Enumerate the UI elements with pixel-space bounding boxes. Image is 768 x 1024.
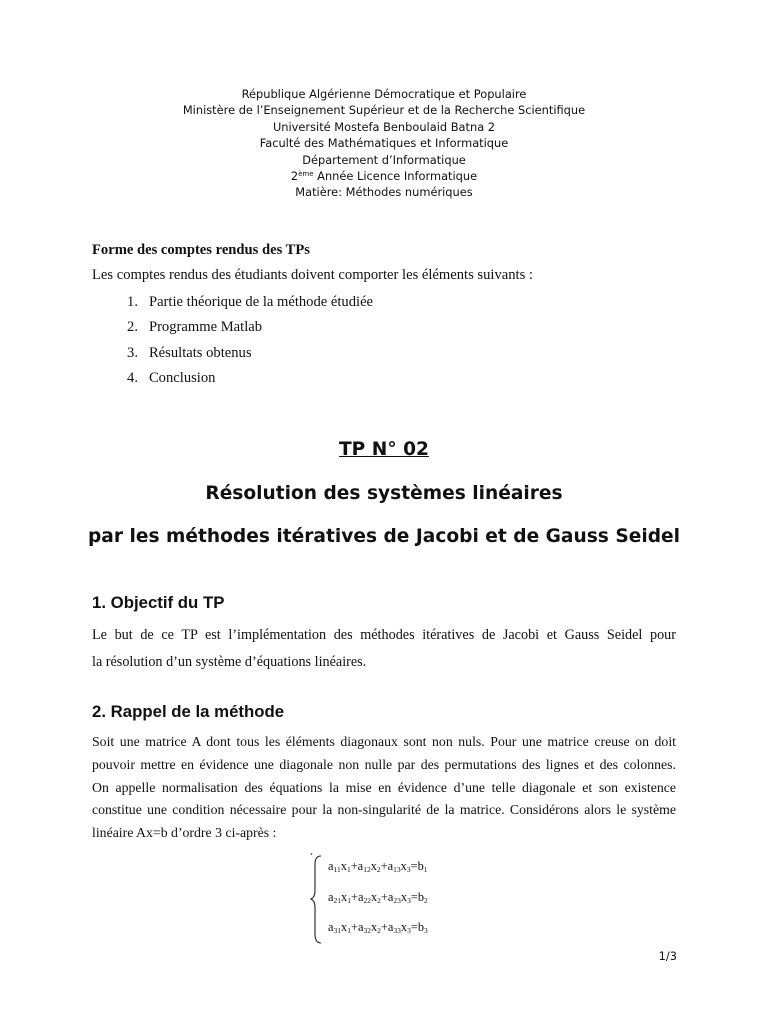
forme-intro: Les comptes rendus des étudiants doivent comporter les éléments suivants : — [92, 267, 533, 283]
equation-term: x — [340, 859, 347, 873]
section-heading-rappel: 2. Rappel de la méthode — [92, 702, 285, 721]
equation-subscript: 1 — [423, 865, 428, 874]
paragraph-line: la résolution d’un système d’équations linéaires. — [92, 654, 367, 670]
equation-subscript: 3 — [407, 926, 411, 935]
tp-subtitle: Résolution des systèmes linéaires — [205, 483, 563, 504]
equation-term: =b — [410, 920, 425, 934]
paragraph-line: Le but de ce TP est l’implémentation des méthodes itératives de Jacobi et Gauss Seidel pour — [92, 627, 676, 643]
equation-term: +a — [380, 920, 394, 934]
equation-term: =b — [410, 859, 424, 873]
equation-term: +a — [380, 859, 394, 873]
tp-subtitle: par les méthodes itératives de Jacobi et de Gauss Seidel — [88, 526, 680, 547]
equation-term: x — [400, 920, 408, 934]
header-line: Ministère de l’Enseignement Supérieur et de la Recherche Scientifique — [182, 103, 586, 118]
equation-subscript: 21 — [333, 896, 341, 905]
equation-subscript: 22 — [363, 896, 371, 905]
equation-term: x — [400, 890, 408, 904]
list-text: Partie théorique de la méthode étudiée — [148, 294, 374, 310]
equation-term: =b — [410, 890, 425, 904]
equation-subscript: 1 — [347, 926, 351, 935]
list-text: Programme Matlab — [148, 319, 263, 336]
section-paragraph-objectif — [92, 622, 676, 676]
equation-term: x — [341, 890, 348, 904]
equation-term: a — [328, 890, 334, 904]
list-text: Résultats obtenus — [148, 344, 252, 361]
list-text: Conclusion — [148, 369, 216, 386]
header-line: République Algérienne Démocratique et Populaire — [241, 87, 527, 101]
list-number: 1. — [127, 294, 138, 310]
paragraph-line: On appelle normalisation des équations la mise en évidence d’une telle diagonale et son existence — [92, 779, 676, 795]
tp-title: TP N° 02 — [339, 439, 429, 460]
equation-term: +a — [380, 890, 394, 904]
equation-row — [328, 920, 428, 935]
equation-term: +a — [350, 859, 364, 873]
list-item — [92, 292, 373, 317]
equation-term: x — [341, 920, 348, 934]
equation-subscript: 1 — [347, 896, 351, 905]
paragraph-line: linéaire Ax=b d’ordre 3 ci-après : — [92, 825, 277, 841]
equation-term: x — [400, 859, 407, 873]
left-brace-icon — [310, 852, 330, 947]
institution-header — [0, 86, 768, 201]
equation-term: a — [328, 920, 334, 934]
list-item — [92, 317, 373, 342]
equation-subscript: 3 — [407, 896, 411, 905]
equation-subscript: 1 — [346, 865, 351, 874]
equation-term: a — [328, 859, 334, 873]
equation-subscript: 2 — [377, 896, 381, 905]
year-text: Année Licence Informatique — [313, 169, 478, 184]
header-line: Matière: Méthodes numériques — [295, 185, 473, 200]
equation-subscript: 31 — [333, 926, 341, 935]
section-heading-objectif: 1. Objectif du TP — [92, 593, 225, 612]
page-number: 1/3 — [658, 949, 677, 963]
equation-subscript: 32 — [363, 926, 371, 935]
year-superscript: ème — [298, 170, 314, 179]
equation-term: x — [370, 920, 378, 934]
equation-subscript: 23 — [393, 896, 401, 905]
forme-list — [92, 292, 373, 393]
equation-term: +a — [350, 920, 364, 934]
list-item — [92, 343, 373, 368]
equation-subscript: 13 — [393, 865, 401, 874]
equation-term: +a — [350, 890, 364, 904]
equation-subscript: 2 — [424, 896, 428, 905]
equation-row — [328, 890, 428, 905]
header-line: Université Mostefa Benboulaid Batna 2 — [272, 119, 496, 134]
equation-subscript: 11 — [333, 865, 341, 874]
equation-subscript: 2 — [377, 926, 381, 935]
equation-subscript: 2 — [376, 865, 381, 874]
equation-term: x — [370, 859, 377, 873]
paragraph-line: constitue une condition nécessaire pour la non-singularité de la matrice. Considérons alors le système — [92, 802, 676, 818]
header-line: Faculté des Mathématiques et Informatique — [259, 136, 509, 151]
section-paragraph-rappel — [92, 731, 676, 845]
equation-row — [328, 859, 428, 874]
equation-term: x — [370, 890, 378, 904]
linear-system — [310, 852, 510, 947]
list-item — [92, 368, 373, 393]
equation-subscript: 3 — [424, 926, 428, 935]
list-number: 3. — [127, 344, 138, 361]
list-number: 2. — [127, 319, 138, 336]
paragraph-line: pouvoir mettre en évidence une diagonale non nulle par des permutations des lignes et des colonnes. — [92, 756, 676, 772]
equation-subscript: 33 — [393, 926, 401, 935]
equation-subscript: 12 — [363, 865, 371, 874]
forme-title: Forme des comptes rendus des TPs — [92, 242, 310, 258]
header-line: Département d’Informatique — [302, 152, 466, 167]
paragraph-line: Soit une matrice A dont tous les éléments diagonaux sont non nuls. Pour une matrice creuse on doit — [92, 734, 676, 749]
year-number: 2 — [290, 169, 299, 184]
list-number: 4. — [127, 369, 138, 386]
header-line-year — [0, 168, 768, 184]
equation-subscript: 3 — [406, 865, 411, 874]
